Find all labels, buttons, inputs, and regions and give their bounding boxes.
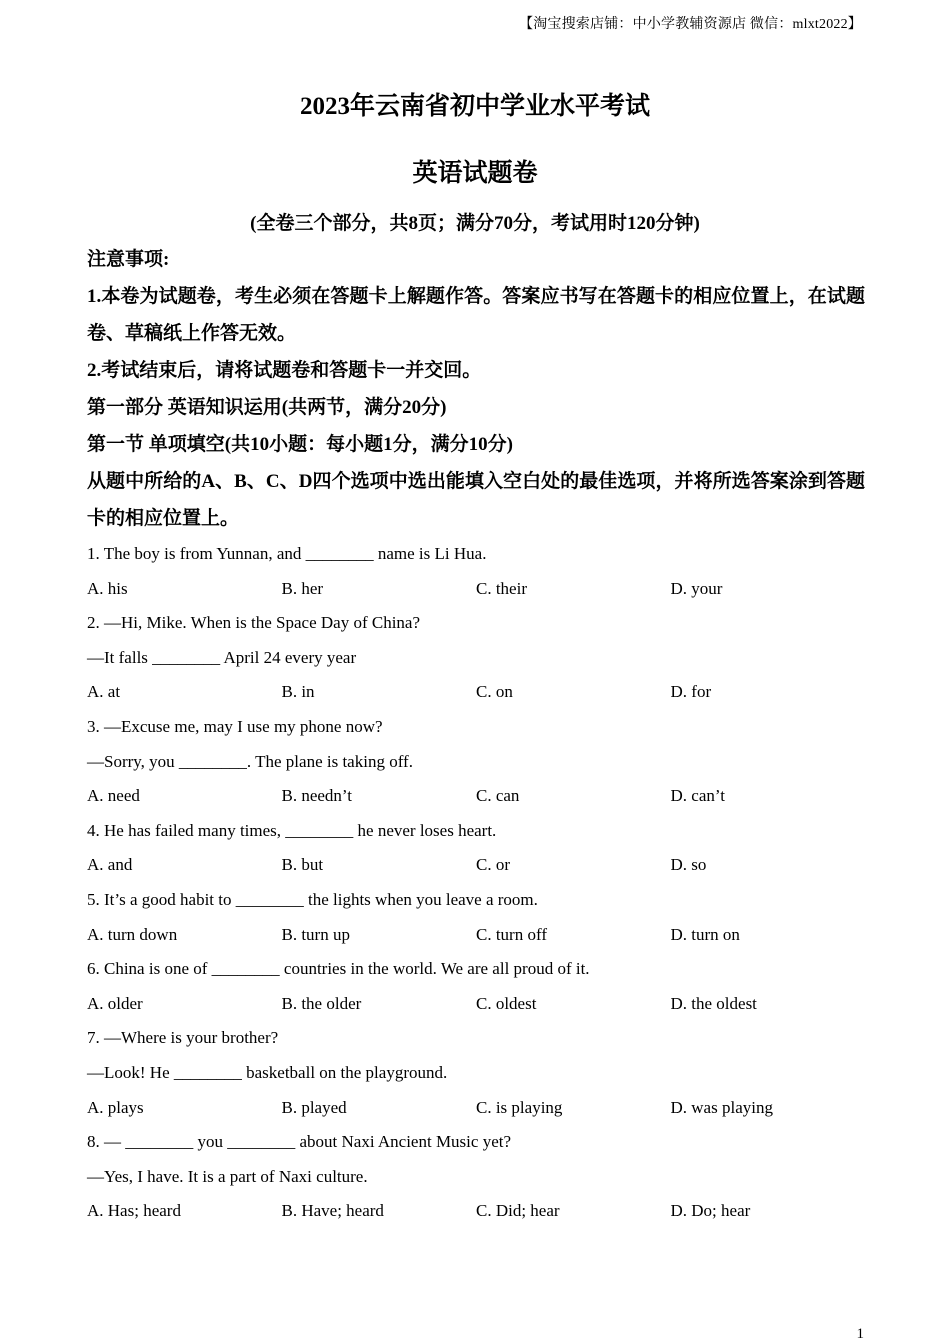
question-item (87, 537, 865, 606)
answer-option: C. turn off (476, 924, 547, 944)
question-text: —Look! He ________ basketball on the playground. (87, 1062, 448, 1082)
answer-option: A. Has; heard (87, 1201, 181, 1221)
answer-option: A. plays (87, 1097, 144, 1117)
answer-option: B. turn up (281, 924, 350, 944)
answer-option: C. Did; hear (476, 1201, 560, 1221)
question-text: 2. —Hi, Mike. When is the Space Day of China? (87, 613, 421, 633)
answer-option: A. and (87, 855, 133, 875)
answer-option: C. can (476, 786, 520, 806)
question-text: —Sorry, you ________. The plane is taking off. (87, 751, 413, 771)
answer-options (87, 675, 865, 710)
exam-subtitle: 英语试题卷 (412, 160, 538, 187)
question-item (87, 710, 865, 814)
header-note: 【淘宝搜索店铺：中小学教辅资源店 微信：mlxt2022】 (519, 17, 862, 32)
notice-item-2: 2.考试结束后，请将试题卷和答题卡一并交回。 (87, 360, 482, 381)
answer-option: C. oldest (476, 993, 537, 1013)
section-instruction: 从题中所给的A、B、C、D四个选项中选出能填入空白处的最佳选项，并将所选答案涂到答题卡的相应位置上。 (87, 471, 865, 529)
answer-option: B. played (281, 1097, 347, 1117)
answer-option: D. was playing (670, 1097, 773, 1117)
notice-heading: 注意事项: (87, 249, 170, 270)
answer-option: B. Have; heard (281, 1201, 384, 1221)
answer-option: B. in (281, 682, 315, 702)
question-item (87, 1021, 865, 1125)
question-text: 1. The boy is from Yunnan, and ________ name is Li Hua. (87, 544, 487, 563)
question-text: 5. It’s a good habit to ________ the lights when you leave a room. (87, 889, 538, 909)
answer-option: D. Do; hear (670, 1201, 751, 1221)
answer-option: A. older (87, 993, 143, 1013)
exam-info: (全卷三个部分，共8页；满分70分，考试用时120分钟) (250, 213, 700, 234)
answer-option: A. need (87, 786, 140, 806)
question-text: 6. China is one of ________ countries in the world. We are all proud of it. (87, 959, 590, 979)
answer-option: D. your (670, 578, 723, 598)
answer-option: D. so (670, 855, 707, 875)
question-list (87, 537, 865, 1229)
question-text: —It falls ________ April 24 every year (87, 647, 357, 667)
part-heading: 第一部分 英语知识运用(共两节，满分20分) (87, 397, 447, 418)
question-item (87, 1125, 865, 1229)
answer-options (87, 1194, 865, 1229)
answer-options (87, 1091, 865, 1126)
answer-options (87, 918, 865, 953)
answer-option: D. for (670, 682, 712, 702)
question-text: 7. —Where is your brother? (87, 1028, 279, 1048)
answer-option: B. the older (281, 993, 362, 1013)
question-item (87, 606, 865, 710)
answer-options (87, 987, 865, 1022)
question-text: 4. He has failed many times, ________ he never loses heart. (87, 820, 497, 840)
answer-option: B. her (281, 578, 324, 598)
question-text: 8. — ________ you ________ about Naxi Ancient Music yet? (87, 1132, 512, 1152)
answer-option: C. or (476, 855, 510, 875)
exam-content (87, 241, 865, 1229)
question-item (87, 952, 865, 1021)
question-text: —Yes, I have. It is a part of Naxi culture. (87, 1166, 368, 1186)
answer-option: C. is playing (476, 1097, 563, 1117)
answer-option: B. but (281, 855, 324, 875)
notice-item-1: 1.本卷为试题卷，考生必须在答题卡上解题作答。答案应书写在答题卡的相应位置上，在试题卷、草稿纸上作答无效。 (87, 286, 865, 344)
section-heading: 第一节 单项填空(共10小题：每小题1分，满分10分) (87, 434, 513, 455)
question-text: 3. —Excuse me, may I use my phone now? (87, 716, 383, 736)
exam-title: 2023年云南省初中学业水平考试 (299, 93, 650, 120)
page-number: 1 (856, 1326, 864, 1342)
answer-options (87, 848, 865, 883)
answer-option: B. needn’t (281, 786, 353, 806)
question-item (87, 814, 865, 883)
answer-option: D. turn on (670, 924, 740, 944)
answer-option: C. on (476, 682, 513, 702)
answer-option: D. the oldest (670, 993, 757, 1013)
answer-option: C. their (476, 578, 527, 598)
answer-options (87, 572, 865, 607)
answer-option: A. his (87, 578, 128, 598)
answer-options (87, 779, 865, 814)
answer-option: D. can’t (670, 786, 725, 806)
question-item (87, 883, 865, 952)
answer-option: A. at (87, 682, 121, 702)
answer-option: A. turn down (87, 924, 178, 944)
